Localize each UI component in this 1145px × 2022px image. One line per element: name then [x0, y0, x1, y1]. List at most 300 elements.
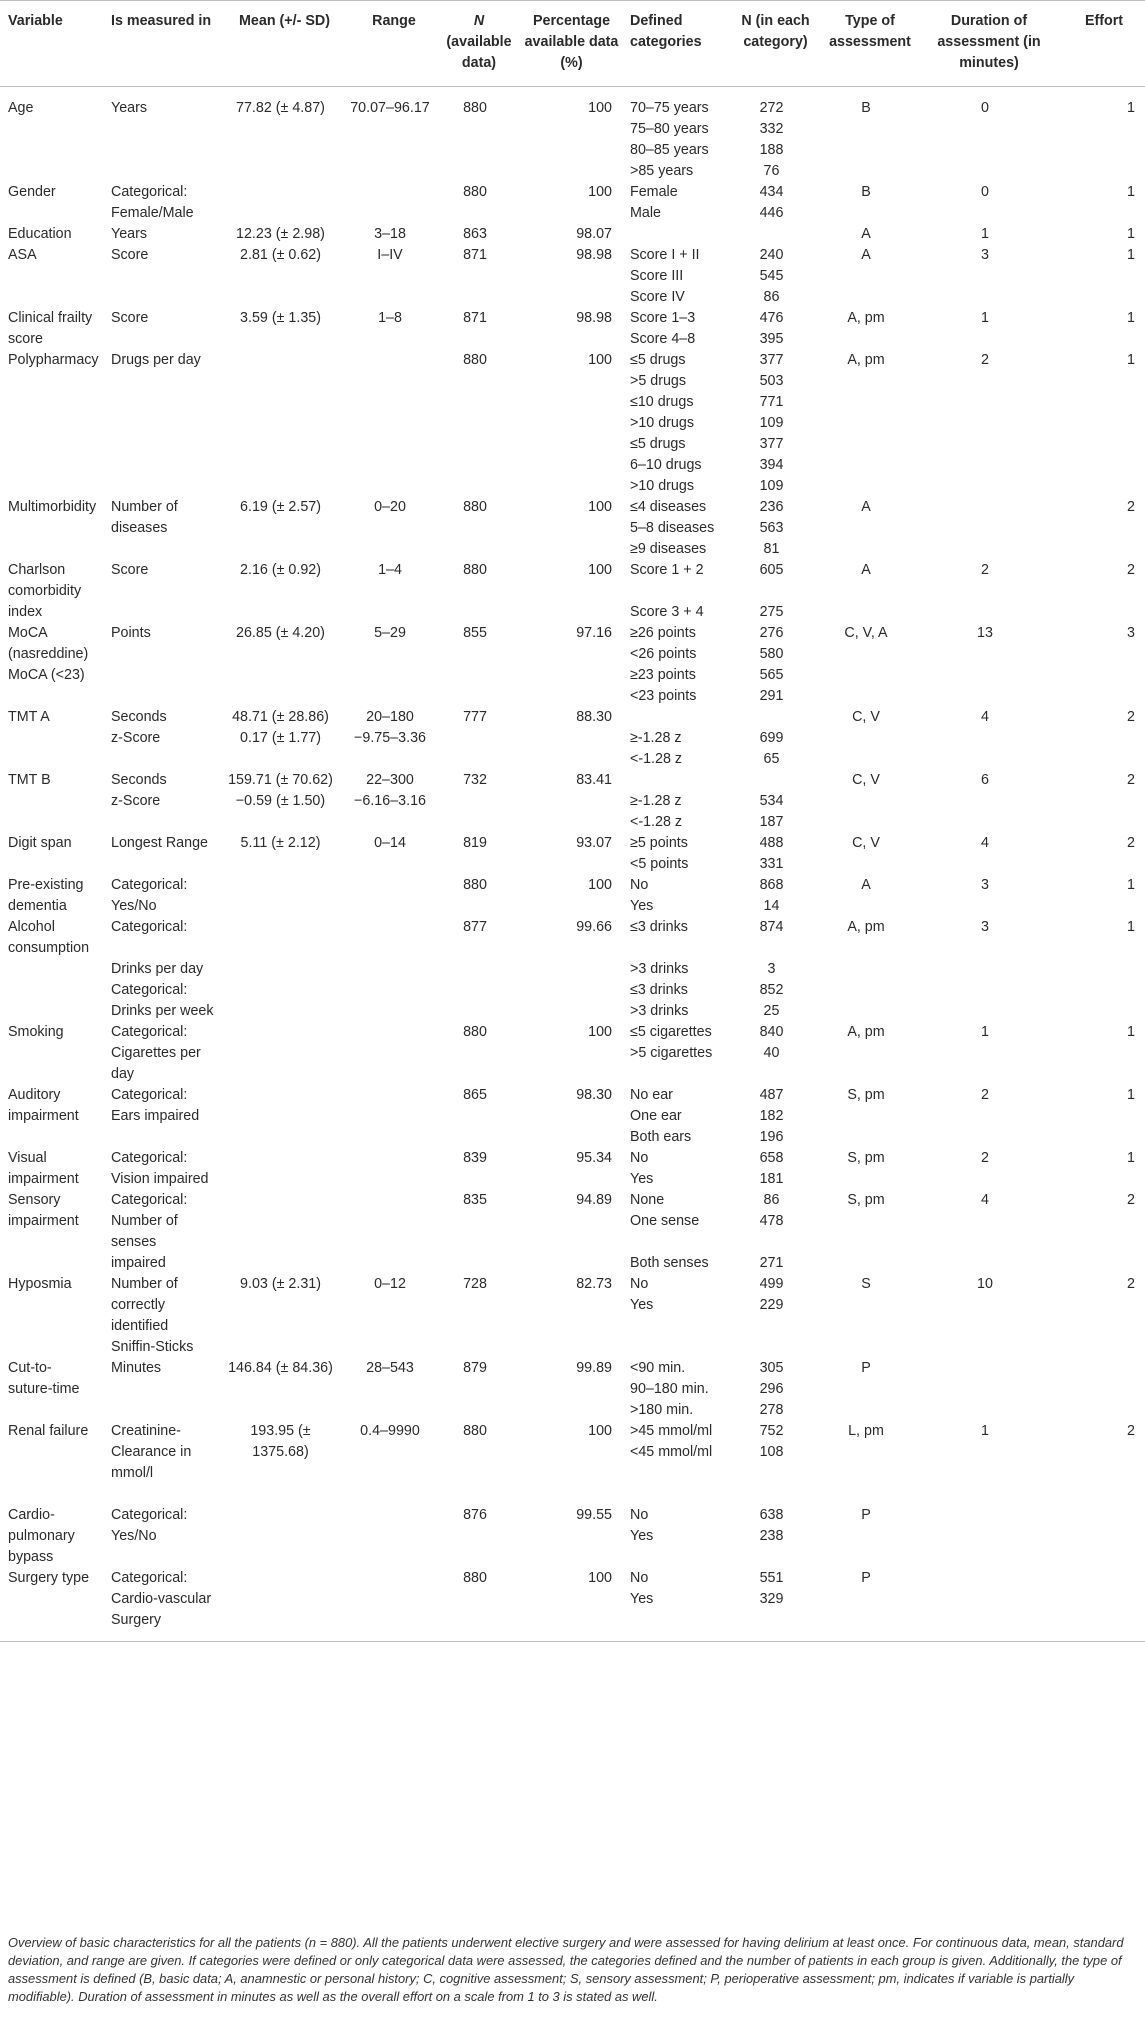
- range-cell: [343, 1316, 437, 1337]
- variable-cell: Cardio-: [8, 1506, 55, 1523]
- n-available-cell: [437, 1295, 513, 1316]
- category-cell: <23 points: [630, 688, 697, 704]
- assessment-type-cell: S, pm: [847, 1192, 885, 1208]
- effort-cell: 1: [1127, 100, 1135, 116]
- effort-cell: [1055, 1568, 1145, 1589]
- n-category-cell: 499: [759, 1276, 784, 1292]
- mean-sd-cell: [218, 1463, 343, 1484]
- range-cell: [343, 476, 437, 497]
- n-category-cell: 109: [759, 415, 784, 431]
- mean-sd-cell: [218, 644, 343, 665]
- measured-in-cell: [103, 644, 218, 665]
- header-mean-sd: Mean (+/- SD): [218, 1, 343, 87]
- measured-in-cell: [103, 1400, 218, 1421]
- variable-cell: [0, 1001, 103, 1022]
- variable-cell: Multimorbidity: [8, 499, 97, 515]
- duration-cell: [915, 1568, 1055, 1589]
- n-available-cell: [437, 1106, 513, 1127]
- duration-cell: [915, 581, 1055, 602]
- percentage-cell: 100: [588, 877, 612, 893]
- category-cell: Yes: [630, 1590, 654, 1607]
- assessment-type-cell: [817, 581, 915, 602]
- category-cell: 75–80 years: [630, 121, 709, 137]
- percentage-cell: [513, 959, 622, 980]
- measured-in-cell: Categorical:: [111, 1150, 188, 1166]
- n-category-cell: 305: [759, 1360, 784, 1376]
- header-n-subtext: (available data): [446, 34, 512, 71]
- duration-cell: [915, 287, 1055, 308]
- variable-cell: [0, 1127, 103, 1148]
- assessment-type-cell: A, pm: [847, 310, 885, 326]
- variable-cell: impairment: [8, 1213, 79, 1229]
- mean-sd-cell: [218, 1106, 343, 1127]
- range-cell: [343, 1022, 437, 1043]
- assessment-type-cell: [817, 1463, 915, 1484]
- range-cell: [343, 1337, 437, 1358]
- assessment-type-cell: C, V, A: [844, 625, 888, 641]
- duration-cell: 6: [981, 772, 989, 788]
- n-category-cell: 188: [759, 142, 784, 158]
- n-available-cell: [437, 476, 513, 497]
- mean-sd-cell: [218, 686, 343, 707]
- duration-cell: 1: [981, 226, 989, 242]
- mean-sd-cell: 2.16 (± 0.92): [240, 562, 321, 578]
- n-available-cell: 839: [463, 1150, 487, 1166]
- duration-cell: [915, 371, 1055, 392]
- effort-cell: [1055, 434, 1145, 455]
- variable-cell: Pre-existing: [8, 877, 84, 893]
- table-row: [0, 1526, 1145, 1547]
- table-row: [0, 371, 1145, 392]
- effort-cell: [1055, 1442, 1145, 1463]
- percentage-cell: [513, 476, 622, 497]
- n-category-cell: [726, 1463, 817, 1484]
- duration-cell: 2: [981, 562, 989, 578]
- variable-cell: [0, 518, 103, 539]
- n-category-cell: 278: [759, 1402, 784, 1418]
- effort-cell: 2: [1127, 562, 1135, 578]
- category-cell: [622, 770, 726, 791]
- duration-cell: [915, 1043, 1055, 1064]
- mean-sd-cell: [218, 581, 343, 602]
- effort-cell: [1055, 896, 1145, 917]
- range-cell: [343, 812, 437, 833]
- n-available-cell: [437, 665, 513, 686]
- variable-cell: Surgery type: [8, 1569, 90, 1586]
- assessment-type-cell: [817, 1484, 915, 1505]
- mean-sd-cell: [218, 1190, 343, 1211]
- measured-in-cell: [103, 287, 218, 308]
- measured-in-cell: Clearance in: [111, 1444, 192, 1460]
- n-available-cell: [437, 686, 513, 707]
- measured-in-cell: Categorical:: [111, 1192, 188, 1208]
- duration-cell: [915, 413, 1055, 434]
- duration-cell: [915, 1295, 1055, 1316]
- duration-cell: [915, 329, 1055, 350]
- range-cell: [343, 665, 437, 686]
- n-available-cell: [437, 749, 513, 770]
- n-category-cell: 296: [759, 1381, 784, 1397]
- assessment-type-cell: [817, 1043, 915, 1064]
- assessment-type-cell: [817, 1253, 915, 1274]
- percentage-cell: [513, 1043, 622, 1064]
- measured-in-cell: mmol/l: [111, 1465, 154, 1481]
- duration-cell: [915, 1316, 1055, 1337]
- duration-cell: 1: [981, 1024, 989, 1040]
- effort-cell: 2: [1127, 709, 1135, 725]
- range-cell: [343, 1043, 437, 1064]
- percentage-cell: 98.30: [576, 1087, 612, 1103]
- effort-cell: [1055, 791, 1145, 812]
- effort-cell: [1055, 665, 1145, 686]
- duration-cell: [915, 1484, 1055, 1505]
- measured-in-cell: Categorical:: [111, 184, 188, 200]
- effort-cell: [1055, 1001, 1145, 1022]
- variable-cell: [0, 539, 103, 560]
- table-row: [0, 434, 1145, 455]
- header-n-symbol: N: [473, 13, 485, 29]
- mean-sd-cell: 1375.68): [252, 1444, 309, 1460]
- category-cell: ≤10 drugs: [630, 394, 694, 410]
- n-available-cell: [437, 980, 513, 1001]
- measured-in-cell: Number of: [111, 499, 178, 515]
- percentage-cell: [513, 161, 622, 182]
- n-category-cell: 109: [759, 478, 784, 494]
- category-cell: 80–85 years: [630, 142, 709, 158]
- duration-cell: [915, 1442, 1055, 1463]
- range-cell: [343, 1253, 437, 1274]
- variable-cell: [0, 728, 103, 749]
- percentage-cell: [513, 665, 622, 686]
- n-available-cell: 880: [463, 1024, 487, 1040]
- range-cell: [343, 959, 437, 980]
- n-category-cell: 551: [759, 1569, 784, 1586]
- range-cell: [343, 1211, 437, 1232]
- duration-cell: 10: [977, 1276, 993, 1292]
- table-row: [0, 770, 1145, 791]
- variable-cell: Cut-to-: [8, 1360, 52, 1376]
- table-row: [0, 1421, 1145, 1442]
- range-cell: [343, 1484, 437, 1505]
- category-cell: >180 min.: [630, 1402, 694, 1418]
- percentage-cell: 100: [588, 499, 612, 515]
- range-cell: [343, 1610, 437, 1642]
- category-cell: Score 1–3: [630, 310, 696, 326]
- percentage-cell: [513, 287, 622, 308]
- mean-sd-cell: [218, 434, 343, 455]
- category-cell: ≥-1.28 z: [630, 793, 682, 809]
- category-cell: [622, 1337, 726, 1358]
- n-available-cell: [437, 959, 513, 980]
- duration-cell: [915, 854, 1055, 875]
- assessment-type-cell: C, V: [852, 835, 880, 851]
- mean-sd-cell: [218, 1127, 343, 1148]
- category-cell: Yes: [630, 1527, 654, 1544]
- variable-cell: Digit span: [8, 835, 72, 851]
- table-row: [0, 1022, 1145, 1043]
- mean-sd-cell: [218, 287, 343, 308]
- percentage-cell: [513, 1547, 622, 1568]
- duration-cell: [915, 497, 1055, 518]
- percentage-cell: [513, 1400, 622, 1421]
- mean-sd-cell: [218, 1505, 343, 1526]
- category-cell: ≤4 diseases: [630, 499, 707, 515]
- assessment-type-cell: [817, 1337, 915, 1358]
- category-cell: No ear: [630, 1087, 673, 1103]
- mean-sd-cell: [218, 518, 343, 539]
- n-category-cell: 874: [759, 919, 784, 935]
- n-available-cell: 880: [463, 562, 487, 578]
- n-available-cell: 880: [463, 877, 487, 893]
- range-cell: 5–29: [374, 625, 406, 641]
- table-row: [0, 1568, 1145, 1589]
- n-available-cell: 855: [463, 625, 487, 641]
- range-cell: [343, 140, 437, 161]
- n-category-cell: [726, 938, 817, 959]
- table-row: [0, 896, 1145, 917]
- n-category-cell: [726, 1232, 817, 1253]
- effort-cell: [1055, 119, 1145, 140]
- effort-cell: [1055, 1043, 1145, 1064]
- assessment-type-cell: A: [861, 247, 871, 263]
- category-cell: 6–10 drugs: [630, 457, 702, 473]
- assessment-type-cell: [817, 1526, 915, 1547]
- measured-in-cell: [103, 161, 218, 182]
- mean-sd-cell: [218, 875, 343, 896]
- variable-cell: impairment: [8, 1108, 79, 1124]
- n-category-cell: 86: [763, 1192, 780, 1208]
- assessment-type-cell: [817, 1106, 915, 1127]
- measured-in-cell: [103, 749, 218, 770]
- effort-cell: 1: [1127, 352, 1135, 368]
- n-available-cell: [437, 329, 513, 350]
- duration-cell: [915, 1589, 1055, 1610]
- variable-cell: [0, 140, 103, 161]
- category-cell: >10 drugs: [630, 415, 694, 431]
- measured-in-cell: [103, 1127, 218, 1148]
- duration-cell: [915, 812, 1055, 833]
- percentage-cell: [513, 1484, 622, 1505]
- duration-cell: 1: [981, 1423, 989, 1439]
- category-cell: Score 4–8: [630, 331, 696, 347]
- effort-cell: [1055, 686, 1145, 707]
- variable-cell: [0, 413, 103, 434]
- effort-cell: 1: [1127, 247, 1135, 263]
- header-defined-categories: Defined categories: [622, 1, 726, 87]
- duration-cell: [915, 1505, 1055, 1526]
- effort-cell: [1055, 476, 1145, 497]
- effort-cell: [1055, 1337, 1145, 1358]
- assessment-type-cell: [817, 287, 915, 308]
- range-cell: [343, 1526, 437, 1547]
- range-cell: [343, 1442, 437, 1463]
- effort-cell: [1055, 980, 1145, 1001]
- table-row: [0, 455, 1145, 476]
- percentage-cell: [513, 602, 622, 623]
- n-category-cell: 108: [759, 1444, 784, 1460]
- n-category-cell: 565: [759, 667, 784, 683]
- duration-cell: [915, 1400, 1055, 1421]
- table-row: [0, 329, 1145, 350]
- n-category-cell: 240: [759, 247, 784, 263]
- assessment-type-cell: [817, 1295, 915, 1316]
- percentage-cell: 100: [588, 184, 612, 200]
- n-category-cell: [726, 1064, 817, 1085]
- measured-in-cell: Female/Male: [111, 205, 194, 221]
- range-cell: 0.4–9990: [360, 1423, 420, 1439]
- variable-cell: [0, 392, 103, 413]
- n-available-cell: [437, 1064, 513, 1085]
- mean-sd-cell: [218, 1169, 343, 1190]
- duration-cell: [915, 686, 1055, 707]
- measured-in-cell: [103, 476, 218, 497]
- mean-sd-cell: [218, 392, 343, 413]
- measured-in-cell: Categorical:: [111, 1569, 188, 1586]
- duration-cell: [915, 140, 1055, 161]
- variable-cell: [0, 1064, 103, 1085]
- variable-cell: dementia: [8, 898, 67, 914]
- measured-in-cell: Cigarettes per: [111, 1045, 201, 1061]
- effort-cell: [1055, 539, 1145, 560]
- mean-sd-cell: [218, 980, 343, 1001]
- mean-sd-cell: 2.81 (± 0.62): [240, 247, 321, 263]
- assessment-type-cell: [817, 1064, 915, 1085]
- measured-in-cell: identified: [111, 1318, 169, 1334]
- measured-in-cell: Cardio-vascular: [111, 1590, 212, 1607]
- assessment-type-cell: [817, 413, 915, 434]
- n-category-cell: 488: [759, 835, 784, 851]
- n-available-cell: [437, 1484, 513, 1505]
- mean-sd-cell: [218, 812, 343, 833]
- category-cell: Score IV: [630, 289, 685, 305]
- percentage-cell: [513, 749, 622, 770]
- category-cell: ≤3 drinks: [630, 982, 688, 998]
- range-cell: −9.75–3.36: [354, 730, 426, 746]
- measured-in-cell: [103, 539, 218, 560]
- variable-cell: Charlson: [8, 562, 66, 578]
- n-available-cell: [437, 161, 513, 182]
- mean-sd-cell: 5.11 (± 2.12): [240, 835, 321, 851]
- measured-in-cell: Categorical:: [111, 919, 188, 935]
- range-cell: [343, 119, 437, 140]
- table-row: [0, 1064, 1145, 1085]
- n-available-cell: [437, 287, 513, 308]
- percentage-cell: [513, 1232, 622, 1253]
- assessment-type-cell: [817, 1211, 915, 1232]
- variable-cell: [0, 749, 103, 770]
- mean-sd-cell: [218, 1589, 343, 1610]
- effort-cell: [1055, 938, 1145, 959]
- n-category-cell: [726, 1547, 817, 1568]
- table-row: [0, 224, 1145, 245]
- range-cell: 0–20: [374, 499, 406, 515]
- category-cell: >5 cigarettes: [630, 1045, 713, 1061]
- measured-in-cell: diseases: [111, 520, 168, 536]
- variable-cell: Renal failure: [8, 1423, 89, 1439]
- assessment-type-cell: C, V: [852, 772, 880, 788]
- category-cell: ≤5 drugs: [630, 436, 686, 452]
- variable-cell: [0, 1463, 103, 1484]
- assessment-type-cell: [817, 1001, 915, 1022]
- category-cell: [622, 707, 726, 728]
- variable-cell: Polypharmacy: [8, 352, 99, 368]
- table-row: [0, 623, 1145, 644]
- assessment-type-cell: A: [861, 562, 871, 578]
- range-cell: [343, 1589, 437, 1610]
- duration-cell: [915, 644, 1055, 665]
- category-cell: Both ears: [630, 1129, 692, 1145]
- n-available-cell: [437, 1400, 513, 1421]
- range-cell: [343, 203, 437, 224]
- table-row: [0, 203, 1145, 224]
- assessment-type-cell: [817, 266, 915, 287]
- category-cell: ≥-1.28 z: [630, 730, 682, 746]
- effort-cell: [1055, 581, 1145, 602]
- mean-sd-cell: [218, 455, 343, 476]
- table-row: [0, 140, 1145, 161]
- measured-in-cell: Seconds: [111, 709, 167, 725]
- assessment-type-cell: C, V: [852, 709, 880, 725]
- percentage-cell: 97.16: [576, 625, 612, 641]
- percentage-cell: [513, 1316, 622, 1337]
- assessment-type-cell: A, pm: [847, 352, 885, 368]
- variable-cell: Smoking: [8, 1024, 64, 1040]
- assessment-type-cell: [817, 1547, 915, 1568]
- percentage-cell: [513, 1337, 622, 1358]
- mean-sd-cell: 146.84 (± 84.36): [228, 1360, 333, 1376]
- n-category-cell: 840: [759, 1024, 784, 1040]
- percentage-cell: [513, 266, 622, 287]
- measured-in-cell: Drinks per day: [111, 961, 204, 977]
- n-category-cell: 40: [763, 1045, 780, 1061]
- assessment-type-cell: [817, 1442, 915, 1463]
- n-category-cell: 86: [763, 289, 780, 305]
- variable-cell: Auditory: [8, 1087, 61, 1103]
- table-row: [0, 1001, 1145, 1022]
- assessment-type-cell: [817, 791, 915, 812]
- duration-cell: [915, 896, 1055, 917]
- n-category-cell: [726, 1316, 817, 1337]
- table-footnote: [8, 1934, 1136, 2006]
- variable-cell: [0, 287, 103, 308]
- measured-in-cell: Years: [111, 226, 148, 242]
- percentage-cell: [513, 434, 622, 455]
- range-cell: [343, 1169, 437, 1190]
- header-measured-in: Is measured in: [103, 1, 218, 87]
- measured-in-cell: Sniffin-Sticks: [111, 1339, 194, 1355]
- n-category-cell: 377: [759, 352, 784, 368]
- n-category-cell: 81: [763, 541, 780, 557]
- variable-cell: TMT B: [8, 772, 51, 788]
- duration-cell: [915, 119, 1055, 140]
- table-row: [0, 161, 1145, 182]
- duration-cell: [915, 161, 1055, 182]
- n-category-cell: 434: [759, 184, 784, 200]
- assessment-type-cell: [817, 602, 915, 623]
- variable-cell: bypass: [8, 1548, 54, 1565]
- range-cell: [343, 434, 437, 455]
- percentage-cell: 99.66: [576, 919, 612, 935]
- n-category-cell: 181: [759, 1171, 784, 1187]
- category-cell: <-1.28 z: [630, 814, 683, 830]
- measured-in-cell: z-Score: [111, 793, 161, 809]
- range-cell: [343, 371, 437, 392]
- category-cell: None: [630, 1192, 665, 1208]
- table-row: [0, 644, 1145, 665]
- range-cell: [343, 980, 437, 1001]
- category-cell: No: [630, 877, 649, 893]
- n-available-cell: [437, 1232, 513, 1253]
